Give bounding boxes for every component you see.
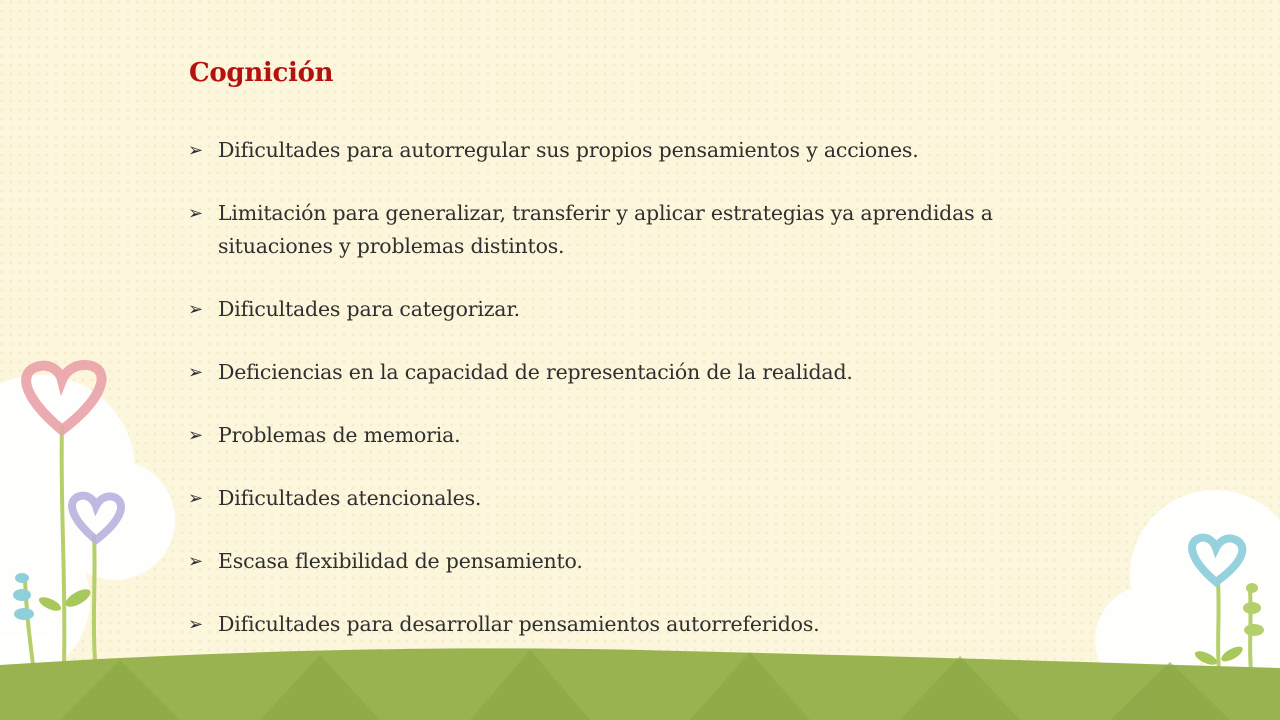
arrowhead-bullet-icon: ➢ xyxy=(188,299,203,320)
arrowhead-bullet-icon: ➢ xyxy=(188,362,203,383)
list-item-text: Dificultades para desarrollar pensamientos autorreferidos. xyxy=(218,612,820,636)
list-item xyxy=(188,545,1088,578)
list-item-text: Escasa flexibilidad de pensamiento. xyxy=(218,549,583,573)
list-item xyxy=(188,293,1088,326)
list-item-text: Limitación para generalizar, transferir y aplicar estrategias ya aprendidas a situaciones y problemas distintos. xyxy=(218,201,993,258)
arrowhead-bullet-icon: ➢ xyxy=(188,203,203,224)
list-item xyxy=(188,419,1088,452)
slide-title: Cognición xyxy=(189,58,334,88)
arrowhead-bullet-icon: ➢ xyxy=(188,488,203,509)
list-item-text: Problemas de memoria. xyxy=(218,423,461,447)
list-item-text: Dificultades atencionales. xyxy=(218,486,482,510)
list-item-text: Dificultades para categorizar. xyxy=(218,297,520,321)
arrowhead-bullet-icon: ➢ xyxy=(188,551,203,572)
list-item-text: Deficiencias en la capacidad de representación de la realidad. xyxy=(218,360,853,384)
list-item xyxy=(188,197,1088,263)
arrowhead-bullet-icon: ➢ xyxy=(188,425,203,446)
list-item xyxy=(188,482,1088,515)
arrowhead-bullet-icon: ➢ xyxy=(188,140,203,161)
list-item xyxy=(188,608,1088,641)
list-item xyxy=(188,134,1088,167)
bullet-list xyxy=(188,134,1088,641)
right-flower-stem xyxy=(1218,580,1220,680)
list-item xyxy=(188,356,1088,389)
grass-hill xyxy=(0,648,1280,720)
arrowhead-bullet-icon: ➢ xyxy=(188,614,203,635)
list-item-text: Dificultades para autorregular sus propios pensamientos y acciones. xyxy=(218,138,919,162)
